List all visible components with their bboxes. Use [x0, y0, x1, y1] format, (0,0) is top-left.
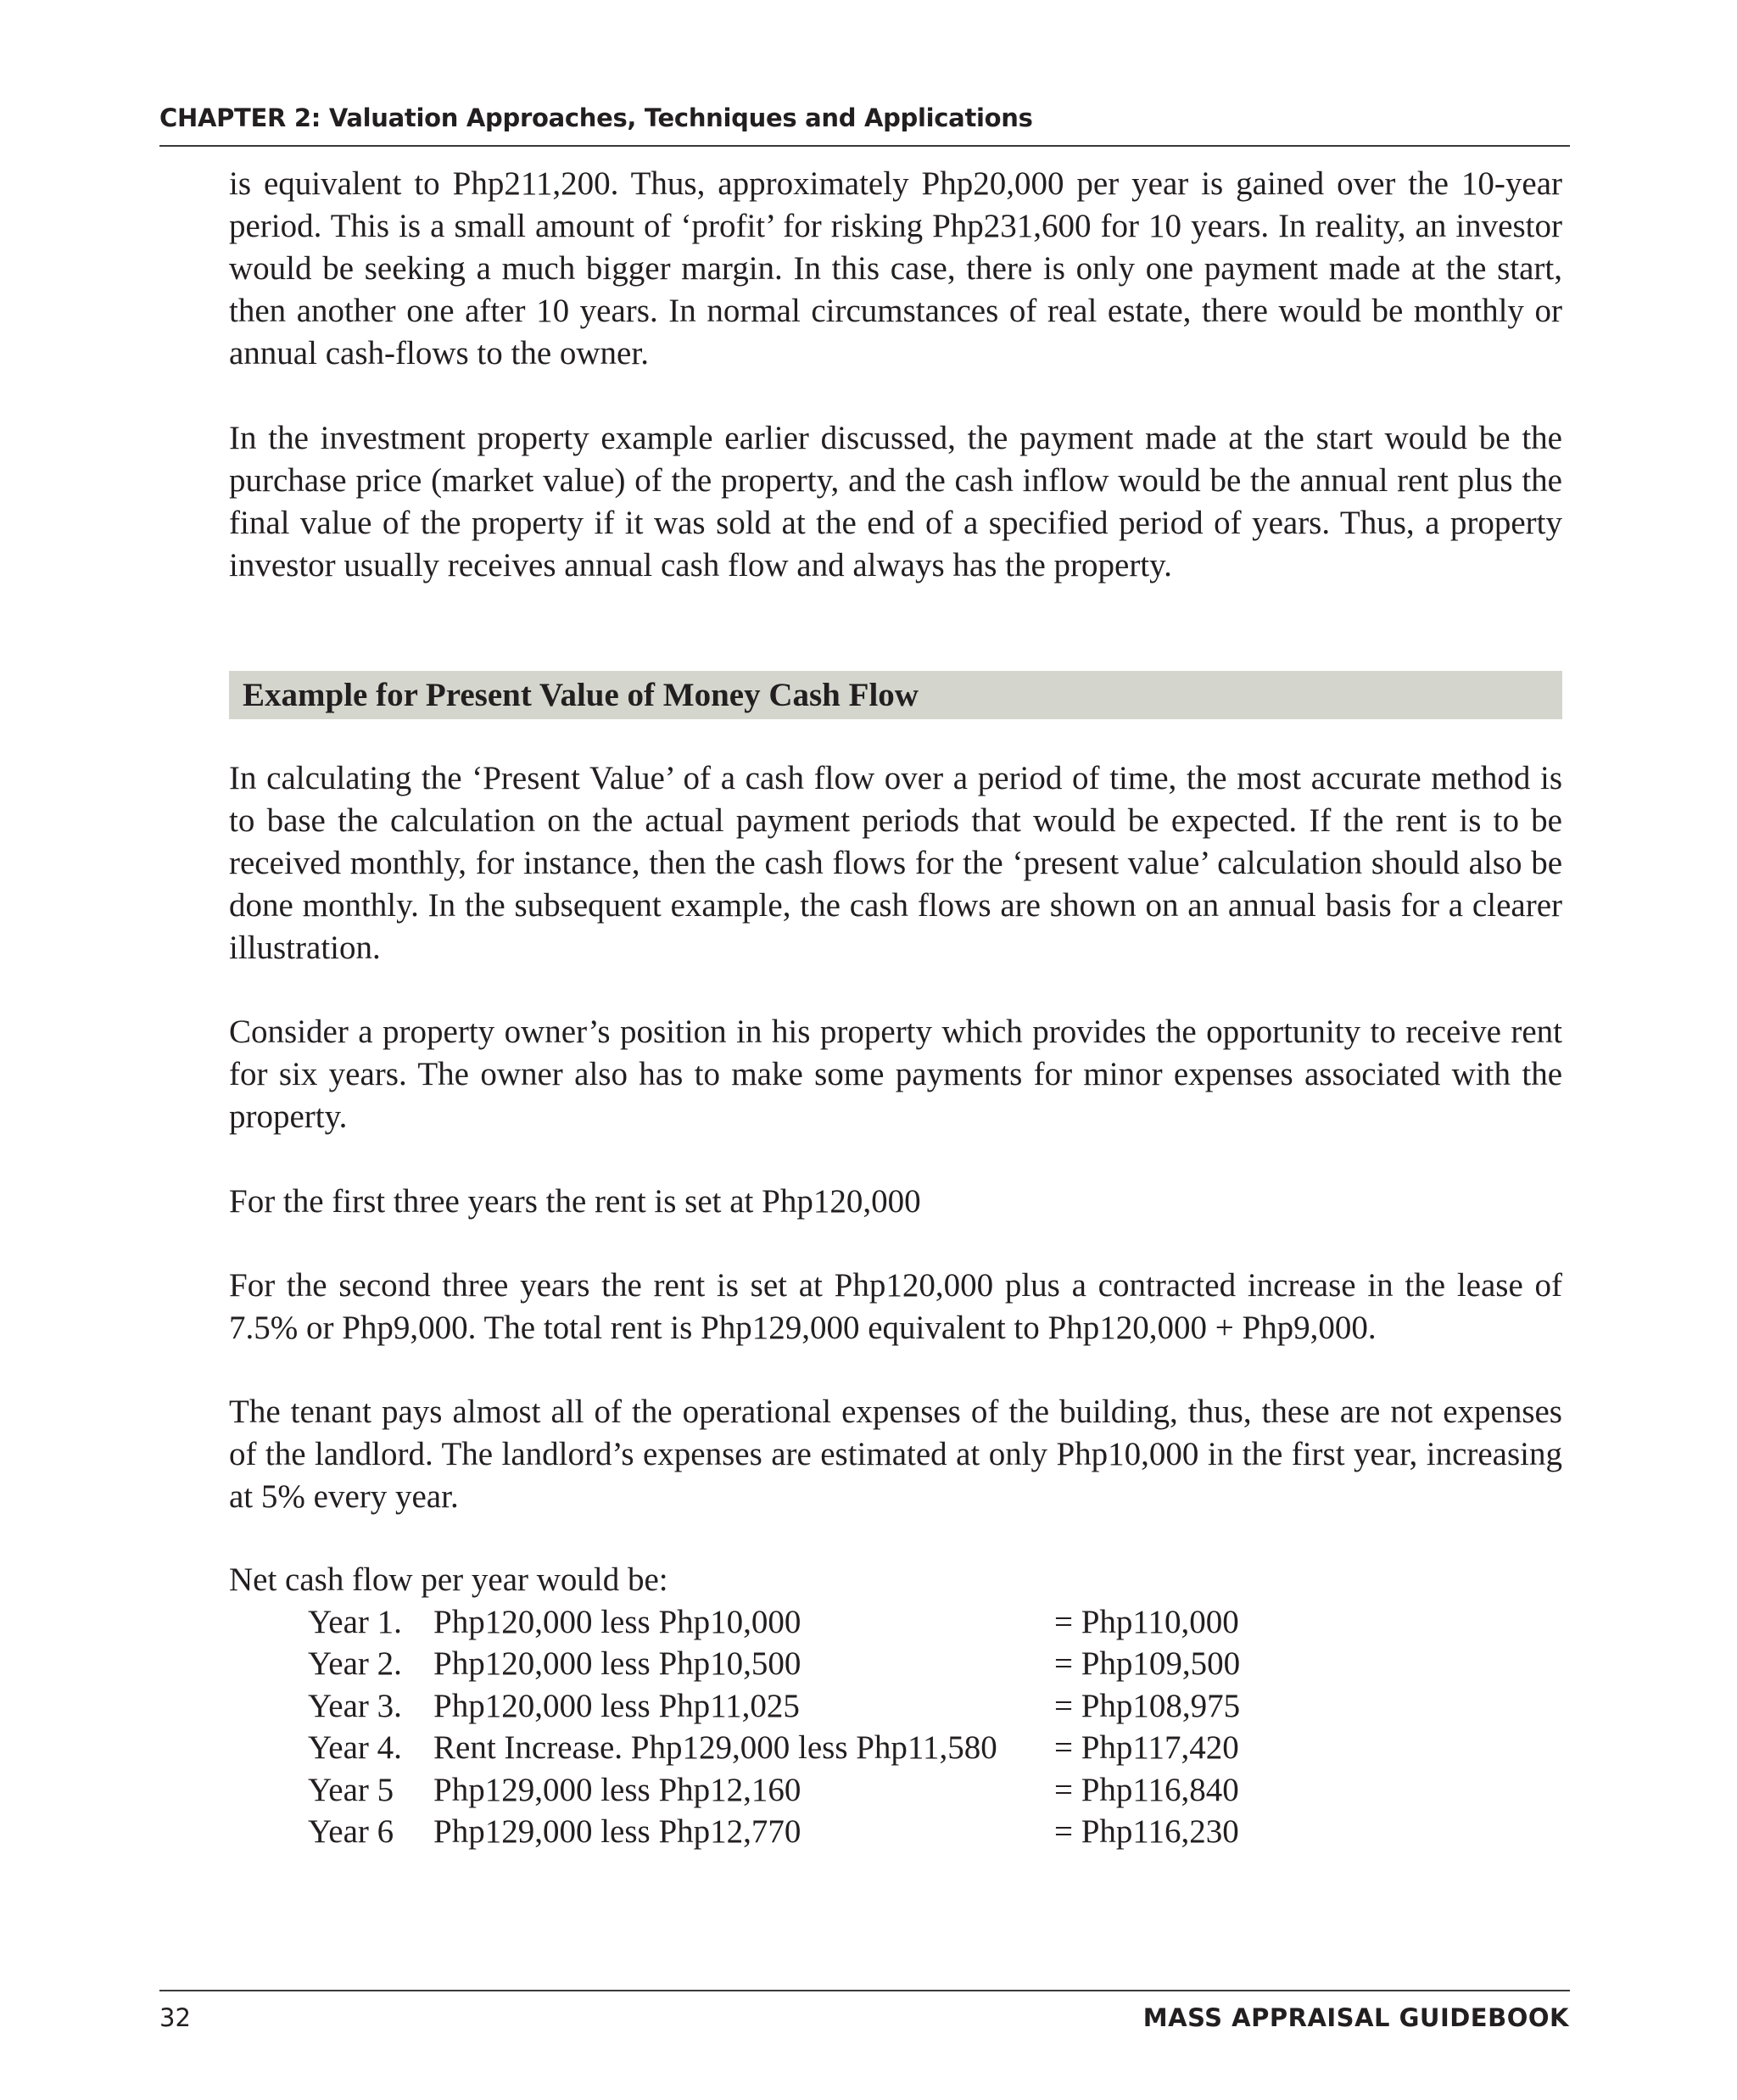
paragraph-tenant-expenses: The tenant pays almost all of the operational expenses of the building, thus, these are not expenses of the landlord. The landlord’s expenses are estimated at only Php10,000 in the first year, increasing at 5% every year.	[229, 1393, 1562, 1515]
cash-flow-result: = Php116,230	[1054, 1812, 1239, 1850]
paragraph-present-value-method: In calculating the ‘Present Value’ of a cash flow over a period of time, the most accurate method is to base the calculation on the actual payment periods that would be expected. If the rent is to be received monthly, for instance, then the cash flows for the ‘present value’ calculation should also be done monthly. In the subsequent example, the cash flows are shown on an annual basis for a clearer illustration.	[229, 760, 1562, 966]
cash-flow-description: Php120,000 less Php11,025	[433, 1687, 800, 1724]
chapter-title: CHAPTER 2: Valuation Approaches, Techniques and Applications	[159, 103, 1033, 132]
cash-flow-description: Php120,000 less Php10,500	[433, 1645, 801, 1683]
cash-flow-year: Year 1.	[308, 1604, 402, 1640]
paragraph-first-three-years: For the first three years the rent is set at Php120,000	[229, 1183, 921, 1220]
footer-rule	[159, 1990, 1570, 1991]
paragraph-equivalent-value: is equivalent to Php211,200. Thus, approximately Php20,000 per year is gained over the 10-year period. This is a small amount of ‘profit’ for risking Php231,600 for 10 years. In reality, an investor would be seeking a much bigger margin. In this case, there is only one payment made at the start, then another one after 10 years. In normal circumstances of real estate, there would be monthly or annual cash-flows to the owner.	[229, 165, 1562, 371]
header-rule	[159, 145, 1570, 147]
section-heading: Example for Present Value of Money Cash Flow	[229, 671, 1562, 719]
paragraph-investment-property: In the investment property example earlier discussed, the payment made at the start would be the purchase price (market value) of the property, and the cash inflow would be the annual rent plus the final value of the property if it was sold at the end of a specified period of years. Thus, a property investor usually receives annual cash flow and always has the property.	[229, 420, 1562, 584]
cash-flow-result: = Php109,500	[1054, 1645, 1241, 1683]
paragraph-second-three-years: For the second three years the rent is set at Php120,000 plus a contracted increase in the lease of 7.5% or Php9,000. The total rent is Php129,000 equivalent to Php120,000 + Php9,000.	[229, 1267, 1562, 1346]
cash-flow-year: Year 2.	[308, 1645, 402, 1683]
book-title: MASS APPRAISAL GUIDEBOOK	[1142, 2003, 1569, 2032]
cash-flow-description: Rent Increase. Php129,000 less Php11,580	[433, 1729, 997, 1767]
paragraph-owner-position: Consider a property owner’s position in his property which provides the opportunity to receive rent for six years. The owner also has to make some payments for minor expenses associated with the property.	[229, 1014, 1562, 1135]
cash-flow-result: = Php117,420	[1054, 1729, 1239, 1767]
cash-flow-year: Year 6	[308, 1812, 394, 1850]
cash-flow-description: Php129,000 less Php12,770	[433, 1812, 801, 1850]
cash-flow-description: Php129,000 less Php12,160	[433, 1771, 801, 1808]
cash-flow-description: Php120,000 less Php10,000	[433, 1604, 801, 1640]
cash-flow-year: Year 5	[308, 1771, 394, 1808]
cash-flow-result: = Php110,000	[1054, 1604, 1239, 1640]
paragraph-net-cash-flow-intro: Net cash flow per year would be:	[229, 1561, 668, 1598]
cash-flow-result: = Php108,975	[1054, 1687, 1241, 1724]
cash-flow-year: Year 3.	[308, 1687, 402, 1724]
cash-flow-year: Year 4.	[308, 1729, 402, 1767]
page-number: 32	[159, 2003, 191, 2032]
cash-flow-result: = Php116,840	[1054, 1771, 1239, 1808]
